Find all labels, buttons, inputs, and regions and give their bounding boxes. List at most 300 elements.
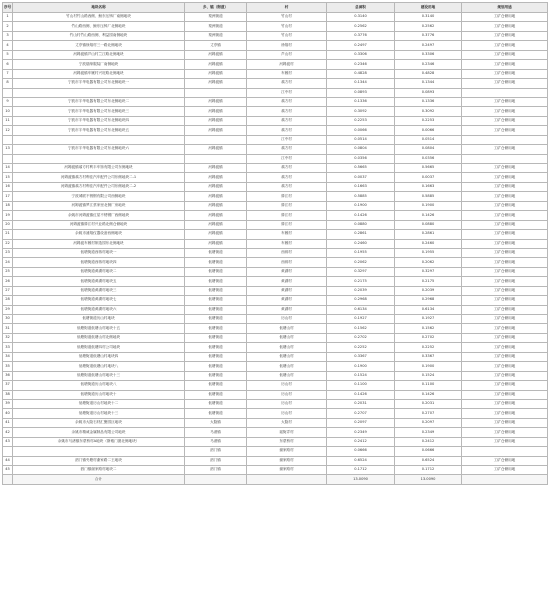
cell-village: 翁方村 xyxy=(247,126,327,135)
cell-village: 驿江村 xyxy=(247,192,327,201)
cell-township: 低塘街道 xyxy=(185,343,247,352)
cell-total-area: 0.1426 xyxy=(327,390,395,399)
cell-parcel-name: 河姆渡镇芦山村兰江路北侧地块 xyxy=(13,50,185,59)
cell-parcel-name: 低塘街道低塘山村地块八 xyxy=(13,362,185,371)
cell-parcel-name: 竹山村竹山路西侧、鲸东压铸厂南侧地块 xyxy=(13,13,185,22)
cell-construction-land: 0.0666 xyxy=(395,447,462,456)
cell-index: 14 xyxy=(3,164,13,173)
cell-index: 38 xyxy=(3,390,13,399)
cell-total-area: 0.1344 xyxy=(327,79,395,88)
cell-planned-use: 工矿仓储用地 xyxy=(462,381,548,390)
cell-construction-land: 0.1900 xyxy=(395,362,462,371)
cell-planned-use: 工矿仓储用地 xyxy=(462,22,548,31)
cell-township: 马渚镇 xyxy=(185,437,247,446)
cell-total-area: 0.3306 xyxy=(327,50,395,59)
header-row xyxy=(3,3,548,13)
cell-index: 39 xyxy=(3,399,13,408)
cell-planned-use: 工矿仓储用地 xyxy=(462,324,548,333)
cell-construction-land: 0.6524 xyxy=(395,456,462,465)
table-row xyxy=(3,371,548,380)
cell-construction-land: 0.2039 xyxy=(395,286,462,295)
cell-planned-use: 工矿仓储用地 xyxy=(462,79,548,88)
cell-township: 河姆渡镇 xyxy=(185,173,247,182)
cell-planned-use: 工矿仓储用地 xyxy=(462,428,548,437)
header-total-area: 总面积 xyxy=(327,3,395,13)
table-row xyxy=(3,79,548,88)
table-row xyxy=(3,107,548,116)
table-row xyxy=(3,343,548,352)
cell-planned-use: 工矿仓储用地 xyxy=(462,352,548,361)
cell-construction-land: 13.0090 xyxy=(395,475,462,484)
cell-village: 历山村 xyxy=(247,399,327,408)
table-row xyxy=(3,173,548,182)
cell-construction-land: 0.1336 xyxy=(395,97,462,106)
cell-index: 43 xyxy=(3,437,13,446)
table-row xyxy=(3,88,548,97)
cell-township: 低塘街道 xyxy=(185,277,247,286)
cell-index: 17 xyxy=(3,192,13,201)
cell-township: 河姆渡镇 xyxy=(185,211,247,220)
cell-township xyxy=(185,154,247,163)
cell-construction-land: 0.0356 xyxy=(395,154,462,163)
cell-total-area: 0.2062 xyxy=(327,258,395,267)
cell-total-area: 0.3297 xyxy=(327,267,395,276)
cell-total-area: 0.4828 xyxy=(327,69,395,78)
cell-index: 1 xyxy=(3,13,13,22)
table-row xyxy=(3,135,548,144)
cell-township: 马渚镇 xyxy=(185,428,247,437)
cell-total-area: 0.2968 xyxy=(327,296,395,305)
cell-village: 历山村 xyxy=(247,315,327,324)
cell-village: 江中村 xyxy=(247,88,327,97)
cell-index: 20 xyxy=(3,220,13,229)
cell-index: 33 xyxy=(3,343,13,352)
cell-total-area: 0.3367 xyxy=(327,352,395,361)
cell-village: 大隐村 xyxy=(247,418,327,427)
cell-construction-land: 0.1712 xyxy=(395,466,462,475)
cell-index: 35 xyxy=(3,362,13,371)
table-row xyxy=(3,456,548,465)
table-row xyxy=(3,466,548,475)
cell-construction-land: 0.1524 xyxy=(395,371,462,380)
cell-construction-land: 0.3367 xyxy=(395,352,462,361)
cell-index: 6 xyxy=(3,60,13,69)
cell-index: 34 xyxy=(3,352,13,361)
cell-index: 23 xyxy=(3,248,13,257)
table-row xyxy=(3,97,548,106)
cell-planned-use: 工矿仓储用地 xyxy=(462,267,548,276)
cell-construction-land: 0.1426 xyxy=(395,390,462,399)
cell-planned-use xyxy=(462,447,548,456)
cell-township: 河姆渡镇 xyxy=(185,145,247,154)
cell-index: 25 xyxy=(3,267,13,276)
cell-village: 驿江村 xyxy=(247,220,327,229)
cell-village: 低塘山村 xyxy=(247,333,327,342)
cell-parcel-name: 低塘街道黄湖村地块三 xyxy=(13,286,185,295)
cell-planned-use: 工矿仓储用地 xyxy=(462,248,548,257)
table-row xyxy=(3,116,548,125)
cell-index: 42 xyxy=(3,428,13,437)
table-row xyxy=(3,41,548,50)
cell-parcel-name: 宁波市宇华电器有限公司东北侧地块二 xyxy=(13,97,185,106)
cell-parcel-name: 低塘街道历山村地块十三 xyxy=(13,409,185,418)
table-row xyxy=(3,437,548,446)
cell-planned-use: 工矿仓储用地 xyxy=(462,126,548,135)
cell-parcel-name: 宁波市宇华电器有限公司东北侧地块六 xyxy=(13,145,185,154)
table-row xyxy=(3,50,548,59)
cell-index: 36 xyxy=(3,371,13,380)
cell-village: 低塘山村 xyxy=(247,371,327,380)
cell-construction-land: 0.5885 xyxy=(395,192,462,201)
cell-village: 竹山村 xyxy=(247,13,327,22)
cell-township: 低塘街道 xyxy=(185,333,247,342)
cell-planned-use: 工矿仓储用地 xyxy=(462,201,548,210)
table-row xyxy=(3,296,548,305)
cell-total-area: 0.2097 xyxy=(327,418,395,427)
table-row xyxy=(3,267,548,276)
cell-village: 西蒋村 xyxy=(247,258,327,267)
cell-construction-land: 0.1927 xyxy=(395,315,462,324)
cell-parcel-name: 宁波市宇华电器有限公司东北侧地块四 xyxy=(13,116,185,125)
cell-index: 7 xyxy=(3,69,13,78)
cell-construction-land: 0.3140 xyxy=(395,13,462,22)
cell-total-area: 0.2412 xyxy=(327,437,395,446)
cell-planned-use: 工矿仓储用地 xyxy=(462,258,548,267)
header-township: 乡、镇（街道） xyxy=(185,3,247,13)
cell-planned-use: 工矿仓储用地 xyxy=(462,116,548,125)
cell-parcel-name xyxy=(13,447,185,456)
cell-index: 19 xyxy=(3,211,13,220)
cell-parcel-name: 竹山路西侧、鲸东压铸厂北侧地块 xyxy=(13,22,185,31)
cell-construction-land: 0.1100 xyxy=(395,381,462,390)
cell-planned-use: 工矿仓储用地 xyxy=(462,418,548,427)
cell-index: 31 xyxy=(3,324,13,333)
cell-construction-land: 0.2252 xyxy=(395,343,462,352)
cell-village: 历山村 xyxy=(247,381,327,390)
table-row xyxy=(3,277,548,286)
table-row xyxy=(3,22,548,31)
cell-planned-use: 工矿仓储用地 xyxy=(462,277,548,286)
cell-index: 11 xyxy=(3,116,13,125)
cell-township: 低塘街道 xyxy=(185,390,247,399)
cell-township: 低塘街道 xyxy=(185,362,247,371)
cell-total-area: 0.1900 xyxy=(327,362,395,371)
cell-index: 45 xyxy=(3,466,13,475)
cell-township: 河姆渡镇 xyxy=(185,164,247,173)
cell-total-area: 0.0880 xyxy=(327,220,395,229)
cell-total-area: 0.2039 xyxy=(327,286,395,295)
cell-township xyxy=(185,475,247,484)
table-row xyxy=(3,164,548,173)
cell-township: 梨洲街道 xyxy=(185,22,247,31)
cell-construction-land: 0.2460 xyxy=(395,239,462,248)
cell-village: 江中村 xyxy=(247,154,327,163)
cell-parcel-name: 低塘街道黄湖村地块六 xyxy=(13,305,185,314)
cell-total-area: 0.0066 xyxy=(327,126,395,135)
cell-total-area: 0.1663 xyxy=(327,182,395,191)
table-row xyxy=(3,333,548,342)
cell-construction-land: 0.2097 xyxy=(395,418,462,427)
cell-planned-use: 工矿仓储用地 xyxy=(462,437,548,446)
cell-total-area: 0.6134 xyxy=(327,305,395,314)
cell-total-area: 0.0804 xyxy=(327,145,395,154)
cell-total-area: 0.0666 xyxy=(327,447,395,456)
table-row xyxy=(3,390,548,399)
table-row xyxy=(3,475,548,484)
cell-village: 翁方村 xyxy=(247,97,327,106)
cell-index: 9 xyxy=(3,97,13,106)
cell-parcel-name: 宁波市宇华电器有限公司东北侧地块五 xyxy=(13,126,185,135)
cell-construction-land: 0.1426 xyxy=(395,211,462,220)
cell-village: 驿江村 xyxy=(247,211,327,220)
cell-township: 河姆渡镇 xyxy=(185,182,247,191)
cell-parcel-name: 河姆渡车厩村制造园东北侧地块 xyxy=(13,239,185,248)
cell-parcel-name: 低塘街道西蒋村地块四 xyxy=(13,258,185,267)
cell-township: 河姆渡镇 xyxy=(185,230,247,239)
cell-parcel-name xyxy=(13,88,185,97)
cell-index: 40 xyxy=(3,409,13,418)
cell-village: 黄湖村 xyxy=(247,286,327,295)
cell-index: 28 xyxy=(3,296,13,305)
table-row xyxy=(3,220,548,229)
cell-total-area: 0.1100 xyxy=(327,381,395,390)
table-row xyxy=(3,13,548,22)
cell-parcel-name: 余姚市精诚金属制品有限公司地块 xyxy=(13,428,185,437)
cell-village: 车厩村 xyxy=(247,239,327,248)
cell-village xyxy=(247,475,327,484)
cell-total-area: 0.0514 xyxy=(327,135,395,144)
cell-parcel-name: 泗门镇夹塘村谢家路二王地块 xyxy=(13,456,185,465)
cell-township: 河姆渡镇 xyxy=(185,126,247,135)
cell-township xyxy=(185,88,247,97)
table-row xyxy=(3,409,548,418)
table-row xyxy=(3,145,548,154)
cell-planned-use: 工矿仓储用地 xyxy=(462,69,548,78)
cell-total-area: 0.2252 xyxy=(327,343,395,352)
cell-planned-use: 工矿仓储用地 xyxy=(462,296,548,305)
table-row xyxy=(3,362,548,371)
cell-construction-land: 0.4828 xyxy=(395,69,462,78)
cell-village: 谢家路村 xyxy=(247,466,327,475)
cell-index xyxy=(3,475,13,484)
cell-construction-land: 0.3092 xyxy=(395,107,462,116)
cell-index: 26 xyxy=(3,277,13,286)
cell-total-area: 0.1336 xyxy=(327,97,395,106)
cell-parcel-name: 低塘街道历山村地块 xyxy=(13,315,185,324)
cell-total-area: 0.1426 xyxy=(327,211,395,220)
cell-index xyxy=(3,135,13,144)
cell-parcel-name: 低塘街道历山村地块十二 xyxy=(13,399,185,408)
cell-village: 车厩村 xyxy=(247,230,327,239)
cell-planned-use: 工矿仓储用地 xyxy=(462,41,548,50)
cell-construction-land: 0.2175 xyxy=(395,277,462,286)
cell-township: 河姆渡镇 xyxy=(185,79,247,88)
cell-total-area: 0.2861 xyxy=(327,230,395,239)
cell-index: 29 xyxy=(3,305,13,314)
cell-total-area: 0.2497 xyxy=(327,41,395,50)
cell-total-area: 0.3140 xyxy=(327,13,395,22)
cell-construction-land: 0.2497 xyxy=(395,41,462,50)
cell-village: 低塘山村 xyxy=(247,324,327,333)
cell-construction-land: 0.2031 xyxy=(395,399,462,408)
cell-construction-land: 0.0893 xyxy=(395,88,462,97)
cell-index: 10 xyxy=(3,107,13,116)
cell-township: 河姆渡镇 xyxy=(185,50,247,59)
cell-planned-use: 工矿仓储用地 xyxy=(462,211,548,220)
table-row xyxy=(3,381,548,390)
cell-construction-land: 0.2349 xyxy=(395,428,462,437)
table-row xyxy=(3,305,548,314)
header-planned-use: 规划用途 xyxy=(462,3,548,13)
cell-construction-land: 0.2968 xyxy=(395,296,462,305)
cell-township: 河姆渡镇 xyxy=(185,220,247,229)
cell-parcel-name: 低塘街道黄湖村地块七 xyxy=(13,296,185,305)
cell-construction-land: 0.2861 xyxy=(395,230,462,239)
cell-total-area: 0.2460 xyxy=(327,239,395,248)
cell-parcel-name: 宁波城联不锈钢有限公司西侧地块 xyxy=(13,192,185,201)
cell-village: 翁方村 xyxy=(247,182,327,191)
cell-parcel-name: 丈亭镇徐翔村三一路北侧地块 xyxy=(13,41,185,50)
cell-planned-use: 工矿仓储用地 xyxy=(462,50,548,59)
cell-township: 梨洲街道 xyxy=(185,13,247,22)
cell-parcel-name: 余姚市河姆渡镇红星不锈钢厂西侧地块 xyxy=(13,211,185,220)
cell-construction-land: 0.0804 xyxy=(395,145,462,154)
cell-index: 3 xyxy=(3,31,13,40)
cell-village: 瑶街弄村 xyxy=(247,428,327,437)
cell-planned-use: 工矿仓储用地 xyxy=(462,31,548,40)
cell-parcel-name: 低塘街道低塘山村地块十三 xyxy=(13,371,185,380)
cell-planned-use: 工矿仓储用地 xyxy=(462,333,548,342)
cell-total-area: 0.2346 xyxy=(327,60,395,69)
table-row xyxy=(3,69,548,78)
cell-planned-use: 工矿仓储用地 xyxy=(462,315,548,324)
cell-village: 翁方村 xyxy=(247,173,327,182)
cell-total-area: 0.3776 xyxy=(327,31,395,40)
cell-township: 河姆渡镇 xyxy=(185,107,247,116)
cell-parcel-name xyxy=(13,135,185,144)
cell-township: 低塘街道 xyxy=(185,315,247,324)
cell-township: 低塘街道 xyxy=(185,286,247,295)
cell-parcel-name: 低塘街道低塘山村北侧地块 xyxy=(13,333,185,342)
cell-construction-land: 0.0066 xyxy=(395,126,462,135)
cell-total-area: 0.0037 xyxy=(327,173,395,182)
cell-village: 翁方村 xyxy=(247,116,327,125)
header-construction-land: 建设用地 xyxy=(395,3,462,13)
cell-total-area: 0.1927 xyxy=(327,315,395,324)
cell-index: 8 xyxy=(3,79,13,88)
cell-total-area: 0.6524 xyxy=(327,456,395,465)
cell-parcel-name xyxy=(13,154,185,163)
cell-index: 15 xyxy=(3,173,13,182)
cell-index: 18 xyxy=(3,201,13,210)
cell-total-area: 0.0356 xyxy=(327,154,395,163)
table-row xyxy=(3,324,548,333)
cell-planned-use: 工矿仓储用地 xyxy=(462,239,548,248)
cell-planned-use: 工矿仓储用地 xyxy=(462,182,548,191)
cell-township: 河姆渡镇 xyxy=(185,201,247,210)
cell-total-area: 0.2349 xyxy=(327,428,395,437)
cell-total-area: 0.5885 xyxy=(327,192,395,201)
table-row xyxy=(3,418,548,427)
cell-parcel-name: 河姆渡镇罗江蔡家里北侧厂房地块 xyxy=(13,201,185,210)
cell-planned-use: 工矿仓储用地 xyxy=(462,409,548,418)
cell-index: 37 xyxy=(3,381,13,390)
cell-township: 低塘街道 xyxy=(185,352,247,361)
cell-index: 21 xyxy=(3,230,13,239)
cell-construction-land: 0.1900 xyxy=(395,201,462,210)
cell-planned-use xyxy=(462,88,548,97)
cell-parcel-name: 宁波瑞缔服装厂南侧地块 xyxy=(13,60,185,69)
cell-index xyxy=(3,88,13,97)
cell-construction-land: 0.5665 xyxy=(395,164,462,173)
cell-township: 低塘街道 xyxy=(185,399,247,408)
cell-index: 24 xyxy=(3,258,13,267)
cell-township: 河姆渡镇 xyxy=(185,116,247,125)
cell-total-area: 0.1562 xyxy=(327,324,395,333)
table-row xyxy=(3,154,548,163)
cell-planned-use: 工矿仓储用地 xyxy=(462,390,548,399)
cell-village: 驿江村 xyxy=(247,201,327,210)
cell-township: 低塘街道 xyxy=(185,258,247,267)
cell-construction-land: 0.0880 xyxy=(395,220,462,229)
cell-village: 翁方村 xyxy=(247,164,327,173)
cell-planned-use: 工矿仓储用地 xyxy=(462,286,548,295)
cell-construction-land: 0.2702 xyxy=(395,333,462,342)
cell-village: 河姆渡村 xyxy=(247,60,327,69)
cell-planned-use: 工矿仓储用地 xyxy=(462,164,548,173)
table-row xyxy=(3,201,548,210)
cell-parcel-name: 低塘街道黄湖村地块二 xyxy=(13,267,185,276)
cell-township: 河姆渡镇 xyxy=(185,239,247,248)
cell-total-area: 0.2562 xyxy=(327,22,395,31)
table-row xyxy=(3,286,548,295)
cell-total-area: 0.2702 xyxy=(327,333,395,342)
cell-index: 32 xyxy=(3,333,13,342)
cell-parcel-name: 低塘街道历山村地块八 xyxy=(13,381,185,390)
cell-construction-land: 0.2062 xyxy=(395,258,462,267)
cell-planned-use: 工矿仓储用地 xyxy=(462,220,548,229)
cell-parcel-name: 河姆渡镇车厩村兴旺路北侧地块 xyxy=(13,69,185,78)
table-row xyxy=(3,31,548,40)
cell-village: 黄湖村 xyxy=(247,277,327,286)
cell-construction-land: 0.0514 xyxy=(395,135,462,144)
cell-township: 梨洲街道 xyxy=(185,31,247,40)
table-row xyxy=(3,315,548,324)
cell-township: 低塘街道 xyxy=(185,305,247,314)
cell-township: 低塘街道 xyxy=(185,324,247,333)
cell-parcel-name: 余姚市浦翔仪器设备西侧地块 xyxy=(13,230,185,239)
cell-planned-use: 工矿仓储用地 xyxy=(462,362,548,371)
cell-planned-use: 工矿仓储用地 xyxy=(462,466,548,475)
cell-construction-land: 0.6134 xyxy=(395,305,462,314)
cell-parcel-name: 余姚市马渚镇东蒙桥村A地块（斯雅门窗北侧地块） xyxy=(13,437,185,446)
table-row xyxy=(3,239,548,248)
cell-total-area: 13.0090 xyxy=(327,475,395,484)
cell-total-area: 0.1524 xyxy=(327,371,395,380)
cell-total-area: 0.1955 xyxy=(327,248,395,257)
cell-township: 大隐镇 xyxy=(185,418,247,427)
cell-total-area: 0.2707 xyxy=(327,409,395,418)
cell-village: 谢家路村 xyxy=(247,456,327,465)
cell-township: 河姆渡镇 xyxy=(185,60,247,69)
cell-parcel-name: 低塘街道低塘山村地块十五 xyxy=(13,324,185,333)
cell-parcel-name: 竹山村竹山路西侧、利益园南侧地块 xyxy=(13,31,185,40)
cell-parcel-name: 宁波市宇华电器有限公司东北侧地块三 xyxy=(13,107,185,116)
cell-construction-land: 0.3306 xyxy=(395,50,462,59)
cell-planned-use: 工矿仓储用地 xyxy=(462,230,548,239)
table-row xyxy=(3,258,548,267)
cell-planned-use: 工矿仓储用地 xyxy=(462,192,548,201)
